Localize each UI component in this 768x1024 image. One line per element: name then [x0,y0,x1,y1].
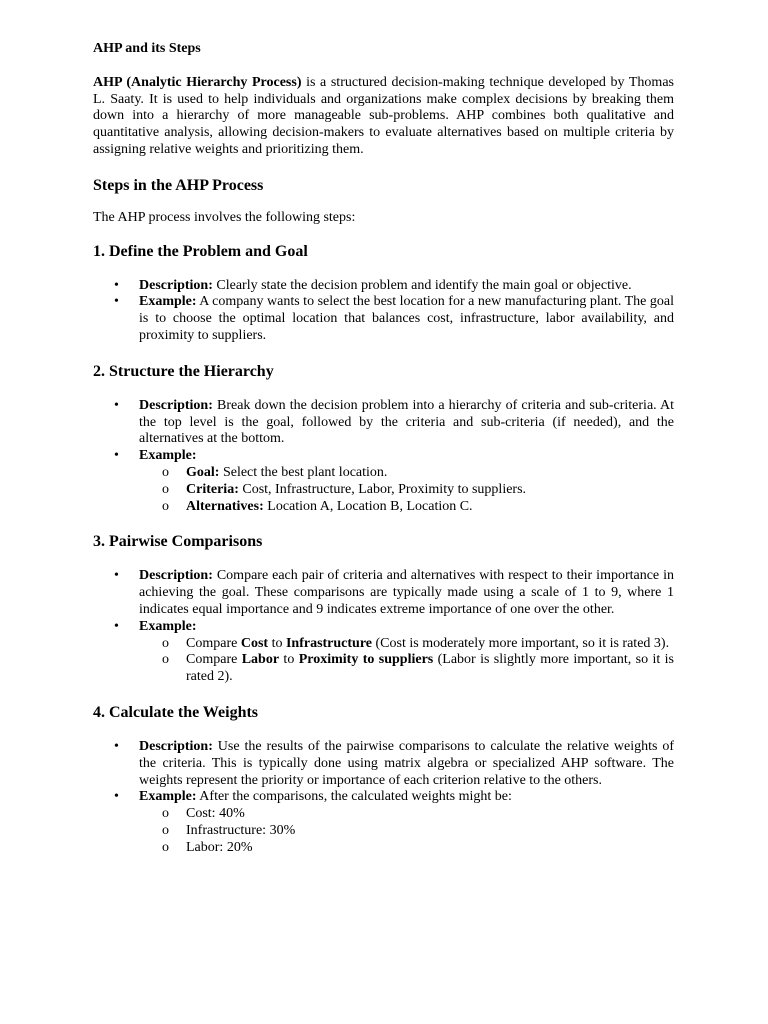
step4-description-label: Description: [139,738,213,754]
comparison-2-criterion-a: Labor [241,652,280,668]
step2-description-label: Description: [139,397,213,413]
comparison-2-to: to [279,652,299,668]
step4-weights-list [139,806,674,856]
steps-intro: The AHP process involves the following steps: [93,209,356,225]
document-body [93,41,674,857]
step2-criteria-label: Criteria: [186,481,239,497]
comparison-1-prefix: Compare [186,635,241,651]
document-title: AHP and its Steps [93,41,201,56]
comparison-2-criterion-b: Proximity to suppliers [298,652,434,668]
step1-description-label: Description: [139,277,213,293]
steps-heading: Steps in the AHP Process [93,176,264,194]
step3-example-label: Example: [139,618,197,634]
comparison-2-note: (Labor is slightly more important, so it is rated 2). [186,652,675,685]
step3-example-sublist [139,636,674,686]
step2-alternatives-item [139,499,674,516]
intro-term: AHP (Analytic Hierarchy Process) [93,74,302,90]
step3-description-label: Description: [139,568,213,584]
step3-comparison-2 [139,652,674,686]
step3-example-item [93,619,674,686]
step2-description-text: Break down the decision problem into a hierarchy of criteria and sub-criteria. At the top level is the goal, followed by the criteria and sub-criteria (if needed), and the alternatives at the bottom. [139,397,674,447]
step4-description-item [93,739,674,789]
intro-paragraph [93,75,674,159]
step1-description-text: Clearly state the decision problem and identify the main goal or objective. [212,277,632,293]
weight-item: o Infrastructure: 30% [139,823,674,840]
step3-list [93,568,674,686]
step4-example-item [93,789,674,856]
step1-heading: 1. Define the Problem and Goal [93,242,308,260]
step1-example-label: Example: [139,294,197,310]
step2-goal-text: Select the best plant location. [219,464,388,480]
step2-alternatives-label: Alternatives: [186,498,264,514]
step2-alternatives-text: Location A, Location B, Location C. [263,498,473,514]
comparison-1-criterion-b: Infrastructure [285,635,373,651]
comparison-1-note: (Cost is moderately more important, so it is rated 3). [372,635,670,651]
step4-description-text: Use the results of the pairwise comparisons to calculate the relative weights of the criteria. This is typically done using matrix algebra or specialized AHP software. The weights represent the priority or importance of each criterion relative to the others. [139,738,674,788]
step2-list [93,398,674,516]
step2-heading: 2. Structure the Hierarchy [93,362,274,380]
step2-description-item [93,398,674,448]
step3-heading: 3. Pairwise Comparisons [93,533,263,551]
step2-example-label: Example: [139,448,197,464]
step3-description-text: Compare each pair of criteria and alternatives with respect to their importance in achieving the goal. These comparisons are typically made using a scale of 1 to 9, where 1 indicates equal importance and 9 indicates extreme importance of one over the other. [139,568,674,617]
comparison-1-to: to [268,635,286,651]
step1-list [93,278,674,345]
step1-example-item [93,294,674,344]
step2-criteria-item [139,482,674,499]
step2-example-sublist [139,465,674,515]
step4-example-label: Example: [139,789,197,805]
step2-goal-item [139,465,674,482]
comparison-1-criterion-a: Cost [240,635,269,651]
weight-item: o Cost: 40% [139,806,674,823]
step3-description-item [93,568,674,618]
step4-heading: 4. Calculate the Weights [93,703,259,721]
step1-description-item [93,278,674,295]
step4-example-text: After the comparisons, the calculated weights might be: [196,789,512,805]
step2-criteria-text: Cost, Infrastructure, Labor, Proximity to suppliers. [238,481,527,497]
weight-item: o Labor: 20% [139,840,674,857]
step3-comparison-1 [139,636,674,653]
step2-example-item [93,448,674,515]
step2-goal-label: Goal: [186,464,220,480]
step4-list [93,739,674,857]
step1-example-text: A company wants to select the best location for a new manufacturing plant. The goal is to choose the optimal location that balances cost, infrastructure, labor availability, and proximity to suppliers. [139,294,674,343]
comparison-2-prefix: Compare [186,652,242,668]
intro-text: is a structured decision-making technique developed by Thomas L. Saaty. It is used to help individuals and organizations make complex decisions by breaking them down into a hierarchy of more manageable sub-problems. AHP combines both qualitative and quantitative analysis, allowing decision-makers to evaluate alternatives based on multiple criteria by assigning relative weights and prioritizing them. [93,74,674,157]
